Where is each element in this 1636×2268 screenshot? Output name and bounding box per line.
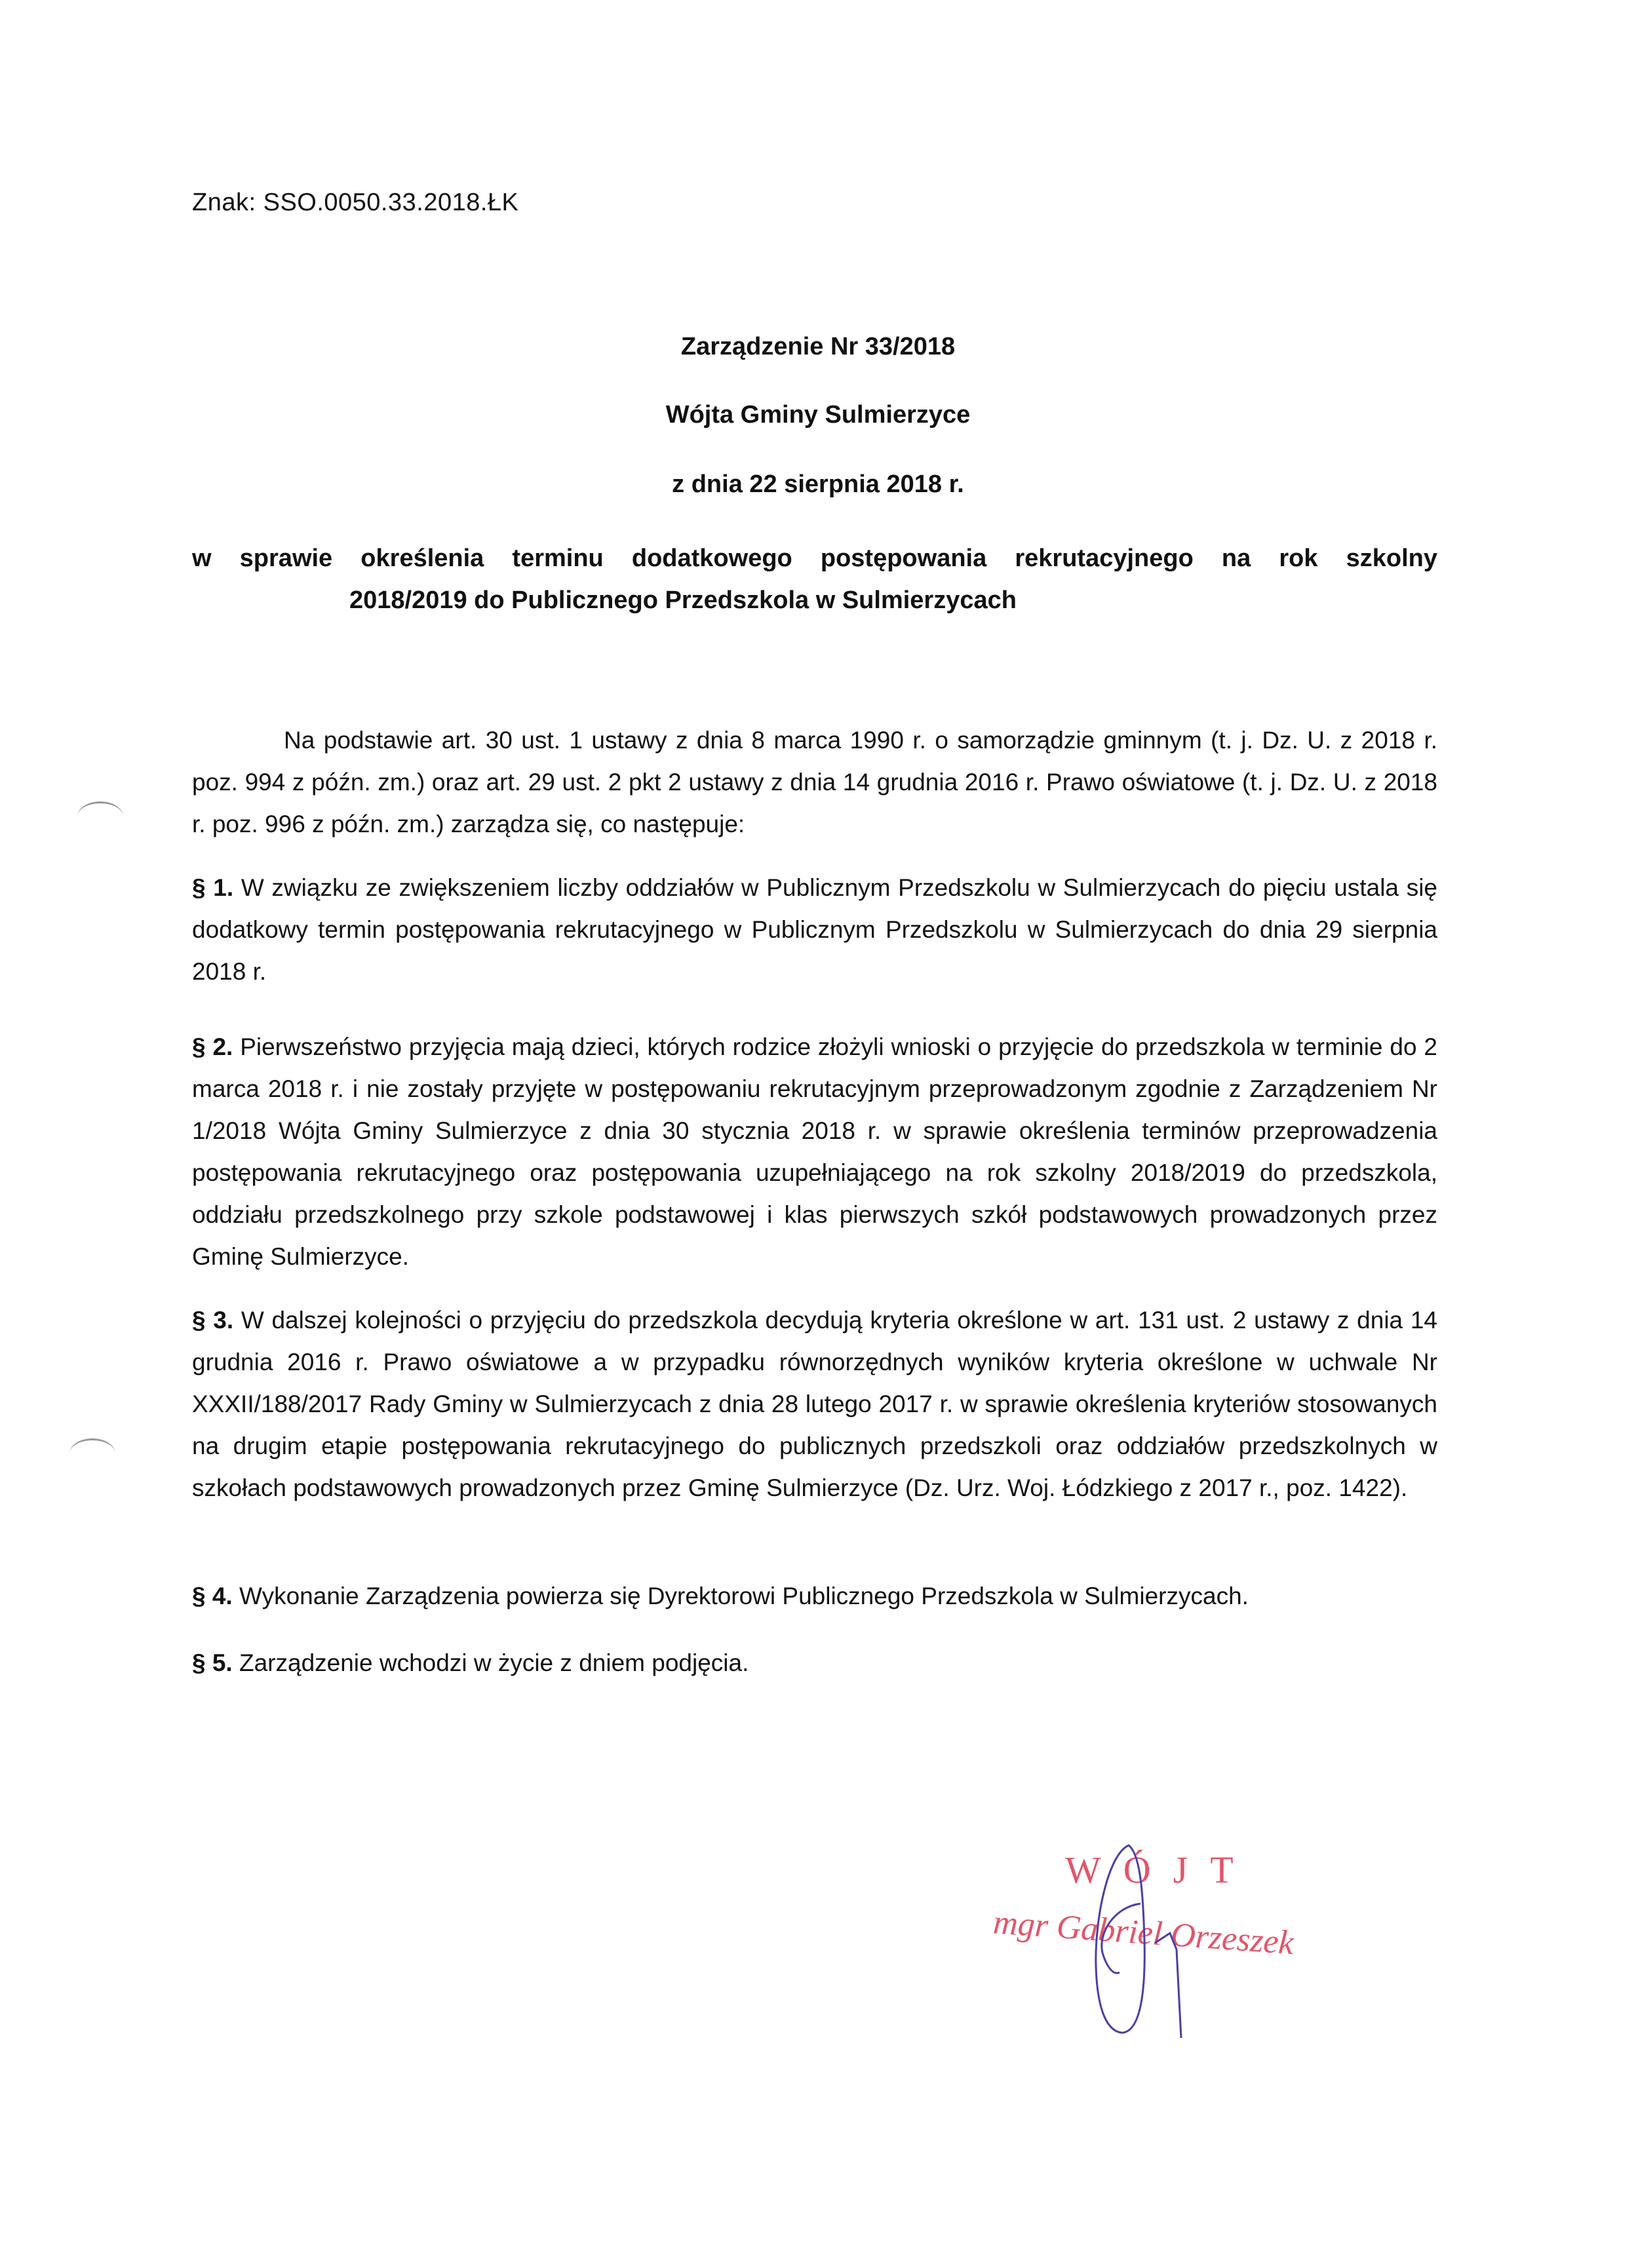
paragraph-2 (192, 1026, 1437, 1278)
paragraph-text: W dalszej kolejności o przyjęciu do przedszkola decydują kryteria określone w art. 131 ust. 2 ustawy z dnia 14 grudnia 2016 r. Prawo oświatowe a w przypadku równorzędnych wyników kryteria określone w uchwale Nr XXXII/188/2017 Rady Gminy w Sulmierzycach z dnia 28 lutego 2017 r. w sprawie określenia kryteriów stosowanych na drugim etapie postępowania rekrutacyjnego do publicznych przedszkoli oraz oddziałów przedszkolnych w szkołach podstawowych prowadzonych przez Gminę Sulmierzyce (Dz. Urz. Woj. Łódzkiego z 2017 r., poz. 1422). (192, 1307, 1437, 1501)
reference-number: Znak: SSO.0050.33.2018.ŁK (192, 189, 519, 216)
paragraph-text: Zarządzenie wchodzi w życie z dniem podjęcia. (232, 1649, 749, 1676)
punch-hole-mark (77, 801, 123, 817)
paragraph-text: Wykonanie Zarządzenia powierza się Dyrektorowi Publicznego Przedszkola w Sulmierzycach. (232, 1583, 1249, 1609)
official-stamp (950, 1835, 1344, 2045)
document-issuer: Wójta Gminy Sulmierzyce (665, 401, 971, 429)
paragraph-text: W związku ze zwiększeniem liczby oddziałów w Publicznym Przedszkolu w Sulmierzycach do pięciu ustala się dodatkowy termin postępowania rekrutacyjnego w Publicznym Przedszkolu w Sulmierzycach do dnia 29 sierpnia 2018 r. (192, 874, 1437, 985)
paragraph-4 (192, 1575, 1437, 1617)
paragraph-3 (192, 1299, 1437, 1509)
punch-hole-mark (69, 1438, 115, 1453)
paragraph-number: § 5. (192, 1649, 233, 1676)
document-subject (192, 537, 1437, 621)
handwritten-signature (950, 1835, 1344, 2045)
subject-line-1: w sprawie określenia terminu dodatkowego postępowania rekrutacyjnego na rok szkolny (192, 545, 1437, 572)
paragraph-1 (192, 867, 1437, 993)
document-date: z dnia 22 sierpnia 2018 r. (672, 471, 964, 498)
paragraph-number: § 2. (192, 1033, 233, 1060)
paragraph-5 (192, 1642, 1437, 1684)
stamp-title: WÓJT (1065, 1849, 1256, 1891)
legal-basis-paragraph: Na podstawie art. 30 ust. 1 ustawy z dnia 8 marca 1990 r. o samorządzie gminnym (t. j. Dz. U. z 2018 r. poz. 994 z późn. zm.) oraz art. 29 ust. 2 pkt 2 ustawy z dnia 14 grudnia 2016 r. Prawo oświatowe (t. j. Dz. U. z 2018 r. poz. 996 z późn. zm.) zarządza się, co następuje: (192, 727, 1437, 837)
paragraph-number: § 4. (192, 1583, 233, 1609)
subject-line-2: 2018/2019 do Publicznego Przedszkola w Sulmierzycach (349, 586, 1017, 614)
paragraph-number: § 1. (192, 874, 234, 901)
stamp-name: mgr Gabriel Orzeszek (992, 1904, 1295, 1962)
document-title: Zarządzenie Nr 33/2018 (680, 333, 956, 360)
paragraph-number: § 3. (192, 1307, 234, 1334)
paragraph-text: Pierwszeństwo przyjęcia mają dzieci, których rodzice złożyli wnioski o przyjęcie do przedszkola w terminie do 2 marca 2018 r. i nie zostały przyjęte w postępowaniu rekrutacyjnym przeprowadzonym zgodnie z Zarządzeniem Nr 1/2018 Wójta Gminy Sulmierzyce z dnia 30 stycznia 2018 r. w sprawie określenia terminów przeprowadzenia postępowania rekrutacyjnego oraz postępowania uzupełniającego na rok szkolny 2018/2019 do przedszkola, oddziału przedszkolnego przy szkole podstawowej i klas pierwszych szkół podstawowych prowadzonych przez Gminę Sulmierzyce. (192, 1033, 1438, 1270)
